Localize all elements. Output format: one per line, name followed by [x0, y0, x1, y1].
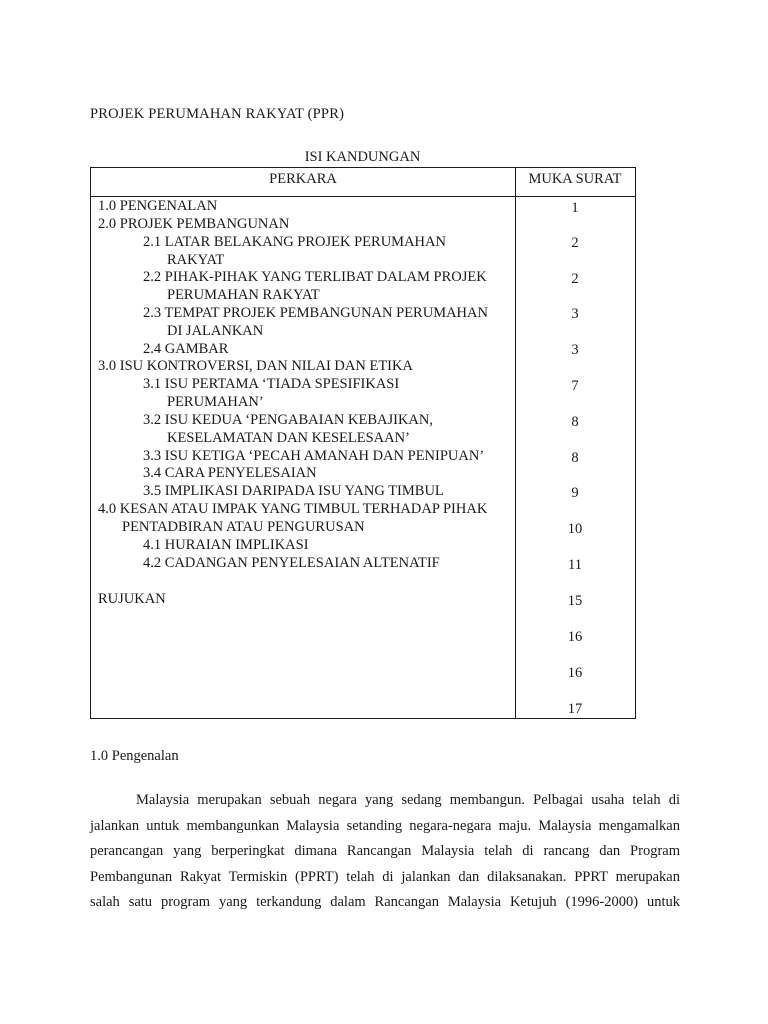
- paragraph-line: perancangan yang berperingkat dimana Rancangan Malaysia telah di rancang dan Program: [90, 843, 680, 859]
- toc-entry-2-2-cont: PERUMAHAN RAKYAT: [167, 287, 320, 303]
- toc-entry-2-1: 2.1 LATAR BELAKANG PROJEK PERUMAHAN: [143, 234, 446, 250]
- toc-page-number: 7: [571, 378, 579, 394]
- toc-entry-rujukan: RUJUKAN: [98, 591, 166, 607]
- header-divider: [91, 196, 635, 197]
- toc-page-number: 3: [571, 306, 579, 322]
- toc-page-number: 8: [571, 414, 579, 430]
- section-heading: 1.0 Pengenalan: [90, 748, 179, 764]
- document-title: PROJEK PERUMAHAN RAKYAT (PPR): [90, 106, 345, 122]
- toc-page-number: 15: [567, 593, 583, 609]
- toc-page-number: 2: [571, 235, 579, 251]
- toc-entry-2-2: 2.2 PIHAK-PIHAK YANG TERLIBAT DALAM PROJEK: [143, 269, 487, 285]
- toc-entry-3-1: 3.1 ISU PERTAMA ‘TIADA SPESIFIKASI: [143, 376, 400, 392]
- toc-table: [90, 167, 636, 719]
- column-header-muka-surat: MUKA SURAT: [528, 171, 622, 187]
- toc-heading: ISI KANDUNGAN: [304, 149, 421, 165]
- toc-entry-2-3-cont: DI JALANKAN: [167, 323, 264, 339]
- toc-page-number: 8: [571, 450, 579, 466]
- toc-page-number: 16: [567, 629, 583, 645]
- toc-entry-3-2: 3.2 ISU KEDUA ‘PENGABAIAN KEBAJIKAN,: [143, 412, 433, 428]
- toc-entry-2-0: 2.0 PROJEK PEMBANGUNAN: [98, 216, 290, 232]
- toc-entry-1-0: 1.0 PENGENALAN: [98, 198, 218, 214]
- toc-entry-3-3: 3.3 ISU KETIGA ‘PECAH AMANAH DAN PENIPUAN’: [143, 448, 485, 464]
- toc-entry-3-2-cont: KESELAMATAN DAN KESELESAAN’: [167, 430, 410, 446]
- toc-page-number: 11: [568, 557, 582, 573]
- toc-entry-3-1-cont: PERUMAHAN’: [167, 394, 264, 410]
- toc-entry-4-0: 4.0 KESAN ATAU IMPAK YANG TIMBUL TERHADAP PIHAK: [98, 501, 488, 517]
- toc-page-number: 17: [567, 701, 583, 717]
- toc-entry-2-1-cont: RAKYAT: [167, 252, 225, 268]
- paragraph-line: Malaysia merupakan sebuah negara yang sedang membangun. Pelbagai usaha telah di: [136, 792, 680, 808]
- toc-entry-2-4: 2.4 GAMBAR: [143, 341, 229, 357]
- paragraph-line: jalankan untuk membangunkan Malaysia setanding negara-negara maju. Malaysia mengamalkan: [90, 817, 680, 834]
- toc-entry-4-0-cont: PENTADBIRAN ATAU PENGURUSAN: [122, 519, 365, 535]
- column-header-perkara: PERKARA: [269, 171, 337, 187]
- paragraph-line: salah satu program yang terkandung dalam Rancangan Malaysia Ketujuh (1996-2000) untuk: [90, 894, 680, 910]
- toc-page-number: 16: [567, 665, 583, 681]
- toc-page-number: 10: [567, 521, 583, 537]
- paragraph-line: Pembangunan Rakyat Termiskin (PPRT) telah di jalankan dan dilaksanakan. PPRT merupakan: [90, 868, 680, 885]
- toc-page-number: 9: [571, 485, 579, 501]
- toc-entry-4-2: 4.2 CADANGAN PENYELESAIAN ALTENATIF: [143, 555, 440, 571]
- toc-page-number: 1: [571, 200, 579, 216]
- toc-entry-3-5: 3.5 IMPLIKASI DARIPADA ISU YANG TIMBUL: [143, 483, 444, 499]
- toc-entry-2-3: 2.3 TEMPAT PROJEK PEMBANGUNAN PERUMAHAN: [143, 305, 488, 321]
- body-paragraph: [90, 788, 680, 916]
- toc-entry-3-4: 3.4 CARA PENYELESAIAN: [143, 465, 317, 481]
- toc-entry-3-0: 3.0 ISU KONTROVERSI, DAN NILAI DAN ETIKA: [98, 358, 413, 374]
- toc-entry-4-1: 4.1 HURAIAN IMPLIKASI: [143, 537, 309, 553]
- toc-page-number: 2: [571, 271, 579, 287]
- toc-page-number: 3: [571, 342, 579, 358]
